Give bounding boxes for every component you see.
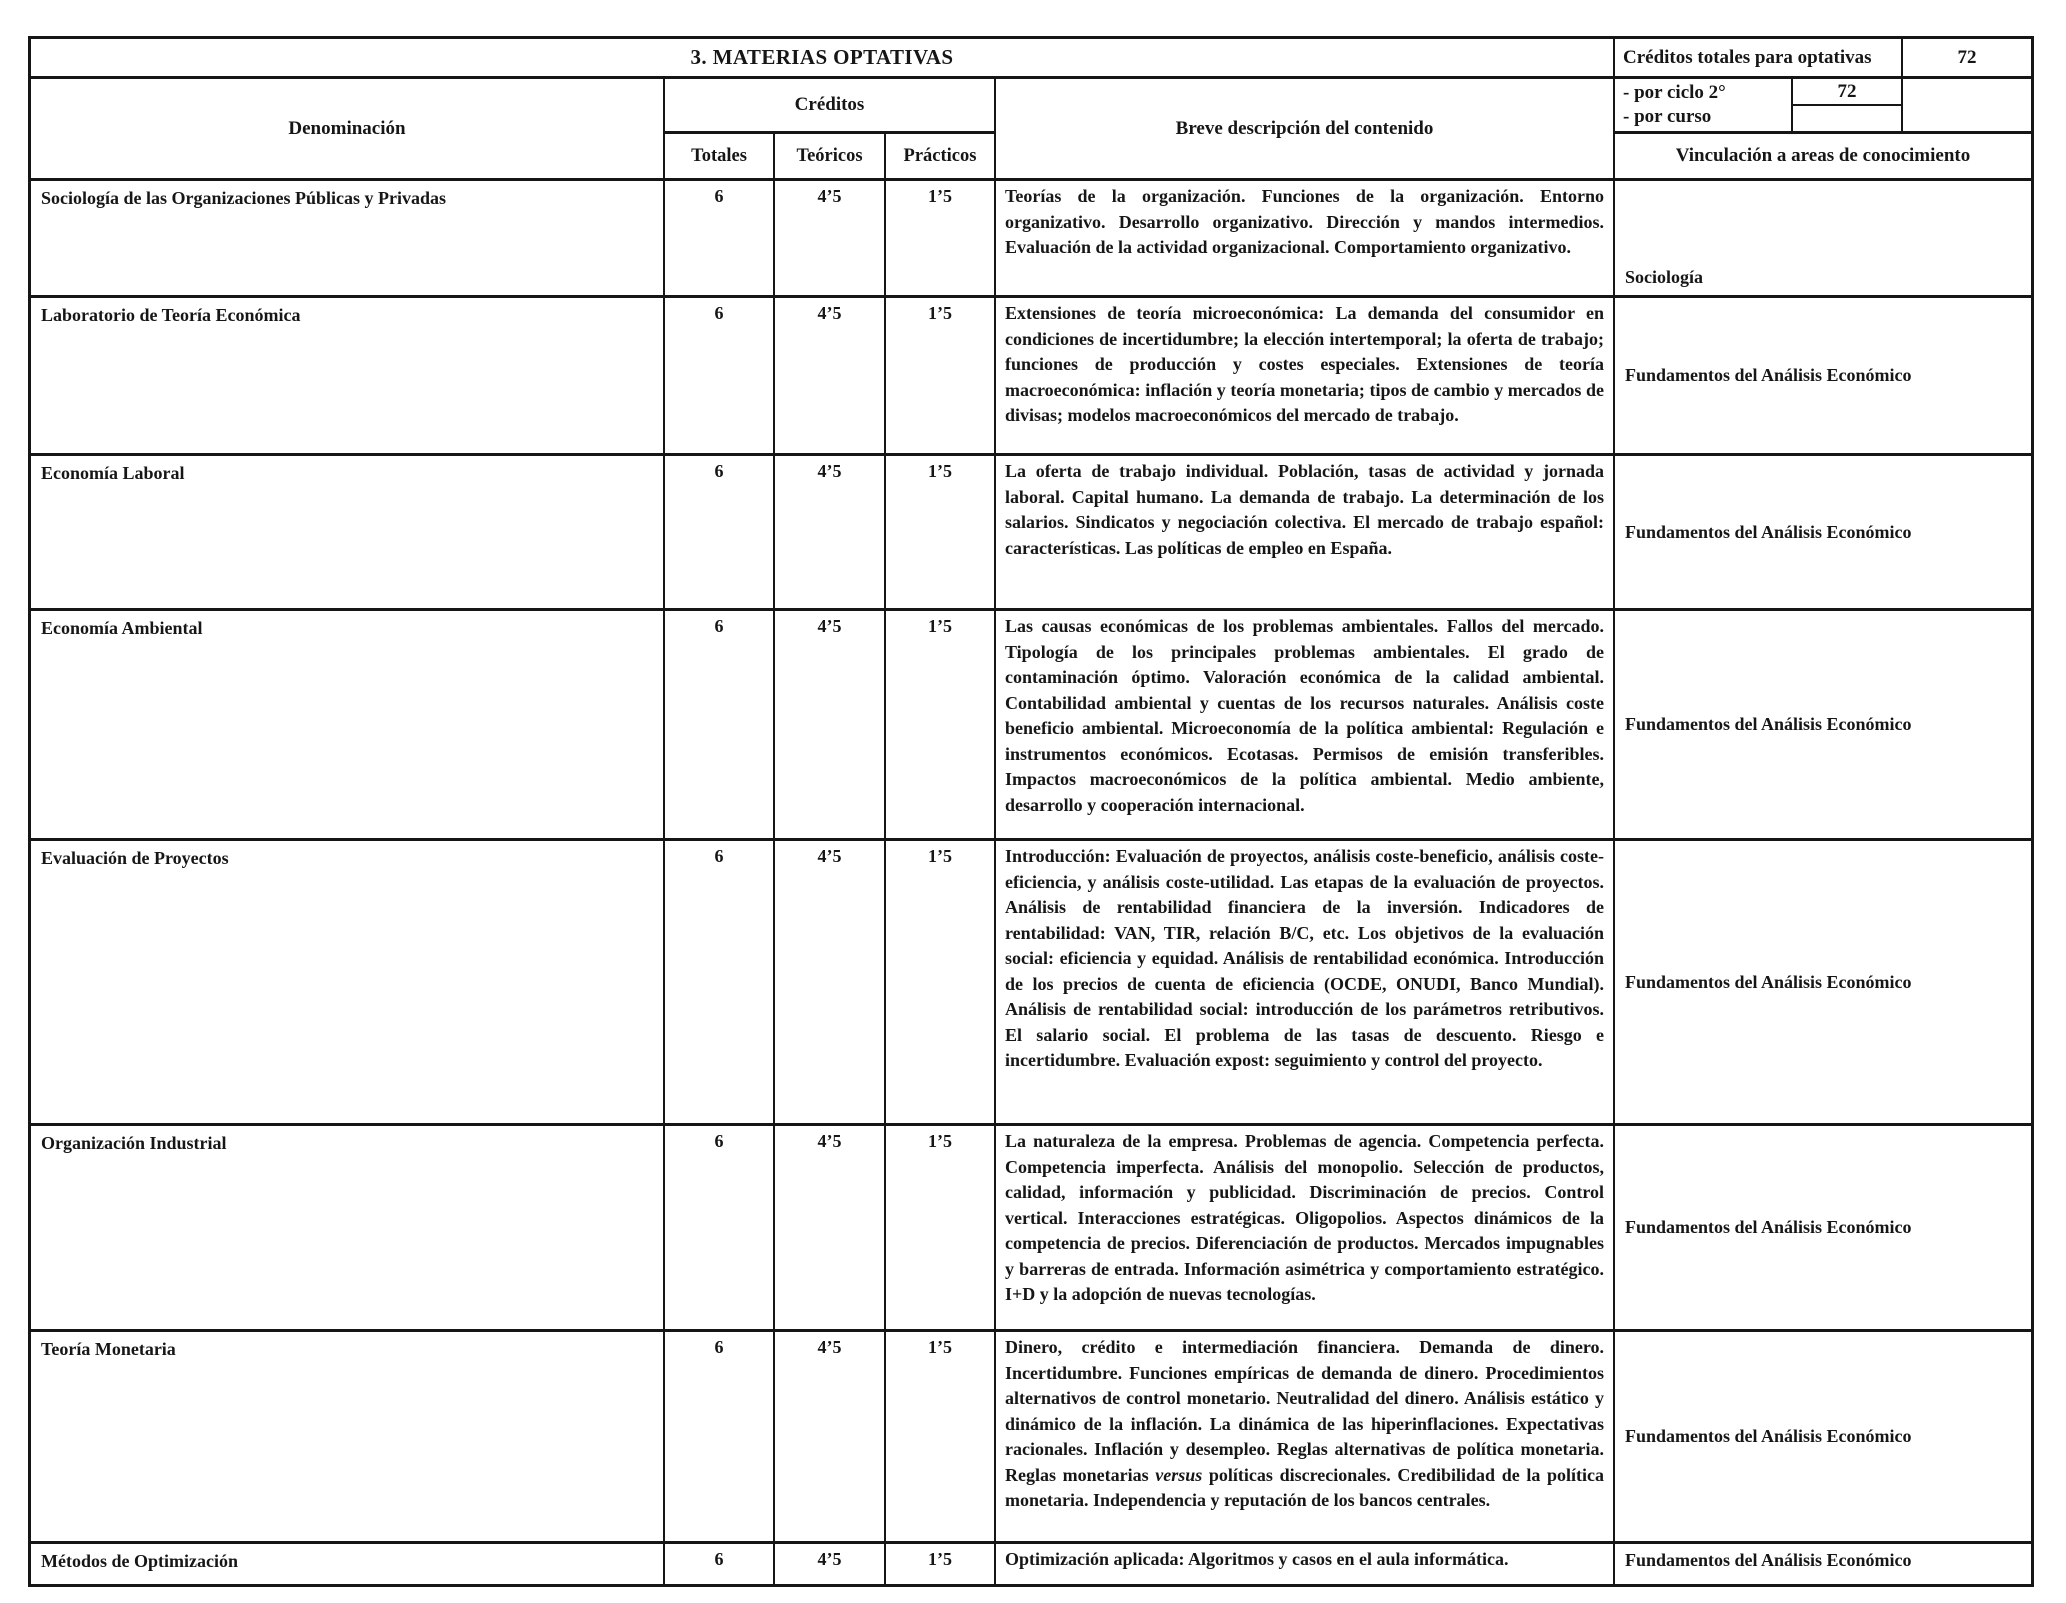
column-header-denominacion: Denominación <box>31 79 665 181</box>
per-cycle-value: 72 <box>1793 79 1901 106</box>
row-1-name-cell: Sociología de las Organizaciones Públicas y Privadas <box>31 181 665 298</box>
row-5-credits-theory-cell: 4’5 <box>775 841 886 1126</box>
row-3-credits-theory-cell: 4’5 <box>775 456 886 611</box>
row-8-credits-practice-cell: 1’5 <box>886 1544 996 1584</box>
row-8-credits-theory-cell: 4’5 <box>775 1544 886 1584</box>
row-1-credits-total-cell: 6 <box>665 181 775 298</box>
row-8-credits-total-cell: 6 <box>665 1544 775 1584</box>
row-2-name-cell: Laboratorio de Teoría Económica <box>31 298 665 456</box>
row-1-credits-practice-cell: 1’5 <box>886 181 996 298</box>
row-5-knowledge-area-cell: Fundamentos del Análisis Económico <box>1615 841 2031 1126</box>
row-6-knowledge-area-cell: Fundamentos del Análisis Económico <box>1615 1126 2031 1332</box>
credits-total-label: Créditos totales para optativas <box>1615 39 1903 79</box>
column-header-vinculacion: Vinculación a areas de conocimiento <box>1615 134 2031 181</box>
column-header-descripcion: Breve descripción del contenido <box>996 79 1615 181</box>
row-6-credits-theory-cell: 4’5 <box>775 1126 886 1332</box>
row-3-name-cell: Economía Laboral <box>31 456 665 611</box>
row-8-name-cell: Métodos de Optimización <box>31 1544 665 1584</box>
row-5-credits-total-cell: 6 <box>665 841 775 1126</box>
row-7-credits-total-cell: 6 <box>665 1332 775 1544</box>
row-3-credits-total-cell: 6 <box>665 456 775 611</box>
row-7-credits-practice-cell: 1’5 <box>886 1332 996 1544</box>
row-2-knowledge-area-cell: Fundamentos del Análisis Económico <box>1615 298 2031 456</box>
row-8-description-cell: Optimización aplicada: Algoritmos y casos en el aula informática. <box>996 1544 1615 1584</box>
row-8-knowledge-area-cell: Fundamentos del Análisis Económico <box>1615 1544 2031 1584</box>
credits-per-cycle-course-labels <box>1615 79 1793 134</box>
row-3-description-cell: La oferta de trabajo individual. Población, tasas de actividad y jornada laboral. Capital humano. La demanda de trabajo. La determinación de los salarios. Sindicatos y negociación colectiva. El mercado de trabajo español: características. Las políticas de empleo en España. <box>996 456 1615 611</box>
row-4-credits-total-cell: 6 <box>665 611 775 841</box>
credits-total-value: 72 <box>1903 39 2031 79</box>
credits-summary-empty-cell <box>1903 79 2031 134</box>
row-1-knowledge-area-cell: Sociología <box>1615 181 2031 298</box>
per-course-value <box>1793 106 1901 131</box>
row-2-description-cell: Extensiones de teoría microeconómica: La demanda del consumidor en condiciones de incertidumbre; la elección intertemporal; la oferta de trabajo; funciones de producción y costes especiales. Extensiones de teoría macroeconómica: inflación y teoría monetaria; tipos de cambio y mercados de divisas; modelos macroeconómicos del mercado de trabajo. <box>996 298 1615 456</box>
row-4-name-cell: Economía Ambiental <box>31 611 665 841</box>
row-2-credits-total-cell: 6 <box>665 298 775 456</box>
column-header-totales: Totales <box>665 134 775 181</box>
section-title: 3. MATERIAS OPTATIVAS <box>31 39 1615 79</box>
row-7-knowledge-area-cell: Fundamentos del Análisis Económico <box>1615 1332 2031 1544</box>
row-2-credits-theory-cell: 4’5 <box>775 298 886 456</box>
row-6-name-cell: Organización Industrial <box>31 1126 665 1332</box>
row-3-credits-practice-cell: 1’5 <box>886 456 996 611</box>
row-6-description-cell: La naturaleza de la empresa. Problemas de agencia. Competencia perfecta. Competencia imperfecta. Análisis del monopolio. Selección de productos, calidad, información y publicidad. Discriminación de precios. Control vertical. Interacciones estratégicas. Oligopolios. Aspectos dinámicos de la competencia de precios. Diferenciación de productos. Mercados impugnables y barreras de entrada. Información asimétrica y comportamiento estratégico. I+D y la adopción de nuevas tecnologías. <box>996 1126 1615 1332</box>
row-5-name-cell: Evaluación de Proyectos <box>31 841 665 1126</box>
row-5-credits-practice-cell: 1’5 <box>886 841 996 1126</box>
materias-optativas-table <box>28 36 2034 1587</box>
row-5-description-cell: Introducción: Evaluación de proyectos, análisis coste-beneficio, análisis coste-eficiencia, y análisis coste-utilidad. Las etapas de la evaluación de proyectos. Análisis de rentabilidad financiera de la inversión. Indicadores de rentabilidad: VAN, TIR, relación B/C, etc. Los objetivos de la evaluación social: eficiencia y equidad. Análisis de rentabilidad económica. Introducción de los precios de cuenta de eficiencia (OCDE, ONUDI, Banco Mundial). Análisis de rentabilidad social: introducción de los parámetros retributivos. El salario social. El problema de las tasas de descuento. Riesgo e incertidumbre. Evaluación expost: seguimiento y control del proyecto. <box>996 841 1615 1126</box>
column-header-practicos: Prácticos <box>886 134 996 181</box>
row-1-credits-theory-cell: 4’5 <box>775 181 886 298</box>
column-header-creditos: Créditos <box>665 79 996 134</box>
row-4-credits-practice-cell: 1’5 <box>886 611 996 841</box>
credits-per-cycle-course-values <box>1793 79 1903 134</box>
row-2-credits-practice-cell: 1’5 <box>886 298 996 456</box>
row-1-description-cell: Teorías de la organización. Funciones de la organización. Entorno organizativo. Desarrollo organizativo. Dirección y mandos intermedios. Evaluación de la actividad organizacional. Comportamiento organizativo. <box>996 181 1615 298</box>
row-4-credits-theory-cell: 4’5 <box>775 611 886 841</box>
row-4-knowledge-area-cell: Fundamentos del Análisis Económico <box>1615 611 2031 841</box>
per-course-label: - por curso <box>1623 106 1712 127</box>
per-cycle-label: - por ciclo 2° <box>1623 82 1726 103</box>
row-6-credits-total-cell: 6 <box>665 1126 775 1332</box>
row-7-description-cell: Dinero, crédito e intermediación financiera. Demanda de dinero. Incertidumbre. Funciones empíricas de demanda de dinero. Procedimientos alternativos de control monetario. Neutralidad del dinero. Análisis estático y dinámico de la inflación. La dinámica de las hiperinflaciones. Expectativas racionales. Inflación y desempleo. Reglas alternativas de política monetaria. Reglas monetarias versus políticas discrecionales. Credibilidad de la política monetaria. Independencia y reputación de los bancos centrales. <box>996 1332 1615 1544</box>
row-7-credits-theory-cell: 4’5 <box>775 1332 886 1544</box>
row-3-knowledge-area-cell: Fundamentos del Análisis Económico <box>1615 456 2031 611</box>
column-header-teoricos: Teóricos <box>775 134 886 181</box>
row-7-name-cell: Teoría Monetaria <box>31 1332 665 1544</box>
row-6-credits-practice-cell: 1’5 <box>886 1126 996 1332</box>
row-4-description-cell: Las causas económicas de los problemas ambientales. Fallos del mercado. Tipología de los principales problemas ambientales. El grado de contaminación óptimo. Valoración económica de la calidad ambiental. Contabilidad ambiental y cuentas de los recursos naturales. Análisis coste beneficio ambiental. Microeconomía de la política ambiental: Regulación e instrumentos económicos. Ecotasas. Permisos de emisión transferibles. Impactos macroeconómicos de la política ambiental. Medio ambiente, desarrollo y cooperación internacional. <box>996 611 1615 841</box>
